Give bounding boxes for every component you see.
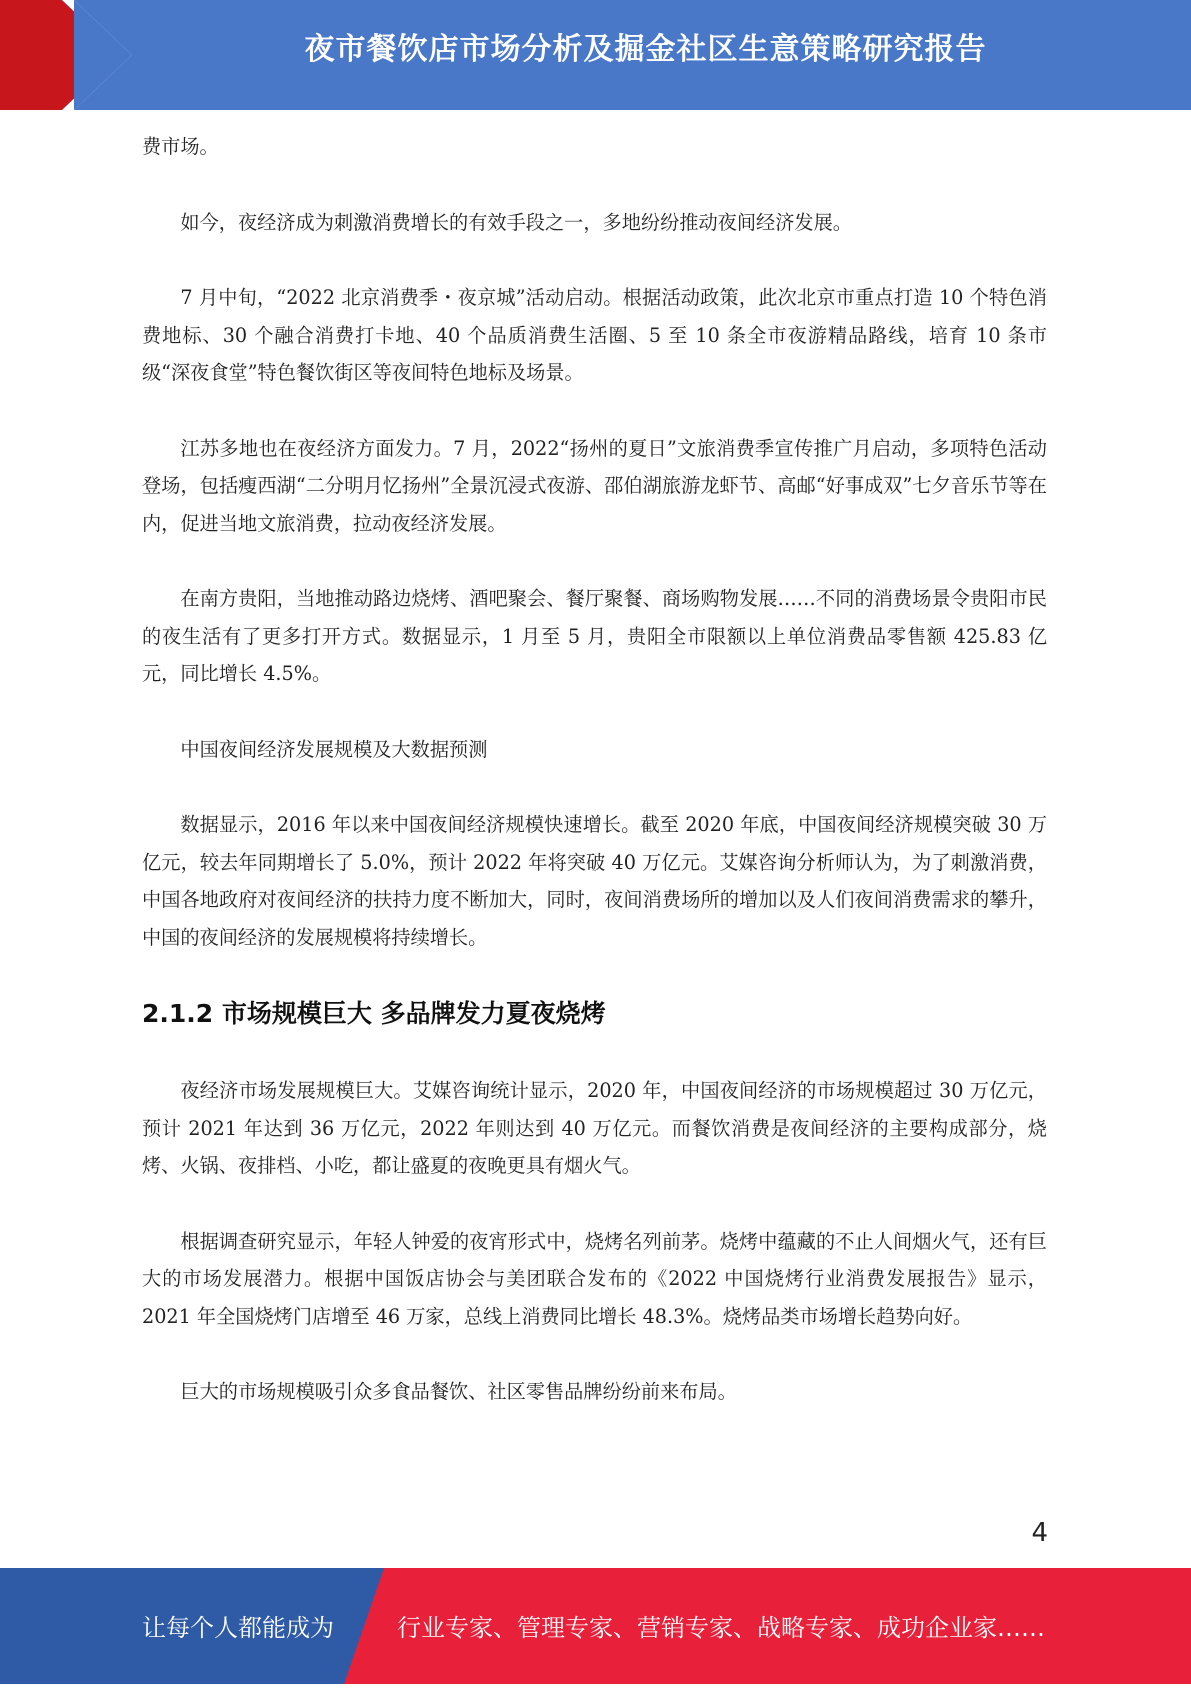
paragraph: 数据显示，2016 年以来中国夜间经济规模快速增长。截至 2020 年底，中国夜间经济规模突破 30 万亿元，较去年同期增长了 5.0%，预计 2022 年将突破 40 万亿元。艾媒咨询分析师认为，为了刺激消费，中国各地政府对夜间经济的扶持力度不断加大，同时，夜间消费场所的增加以及人们夜间消费需求的攀升，中国的夜间经济的发展规模将持续增长。 xyxy=(142,813,1047,949)
paragraph: 巨大的市场规模吸引众多食品餐饮、社区零售品牌纷纷前来布局。 xyxy=(180,1380,737,1403)
section-heading: 2.1.2 市场规模巨大 多品牌发力夏夜烧烤 xyxy=(142,999,606,1028)
paragraph-subtitle: 中国夜间经济发展规模及大数据预测 xyxy=(180,737,488,761)
header-chevron-decoration xyxy=(0,0,160,110)
header-band xyxy=(0,0,1191,110)
paragraph: 在南方贵阳，当地推动路边烧烤、酒吧聚会、餐厅聚餐、商场购物发展……不同的消费场景令贵阳市民的夜生活有了更多打开方式。数据显示，1 月至 5 月，贵阳全市限额以上单位消费品零售额 425.83 亿元，同比增长 4.5%。 xyxy=(142,587,1047,685)
paragraph: 如今，夜经济成为刺激消费增长的有效手段之一，多地纷纷推动夜间经济发展。 xyxy=(180,210,852,234)
page-number: 4 xyxy=(1031,1518,1048,1548)
document-body xyxy=(142,128,1047,1449)
footer-slogan-left: 让每个人都能成为 xyxy=(142,1614,334,1642)
paragraph-continuation: 费市场。 xyxy=(142,135,219,158)
paragraph: 7 月中旬，“2022 北京消费季・夜京城”活动启动。根据活动政策，此次北京市重点打造 10 个特色消费地标、30 个融合消费打卡地、40 个品质消费生活圈、5 至 10 条全市夜游精品路线，培育 10 条市级“深夜食堂”特色餐饮街区等夜间特色地标及场景。 xyxy=(142,286,1047,384)
paragraph: 江苏多地也在夜经济方面发力。7 月，2022“扬州的夏日”文旅消费季宣传推广月启动，多项特色活动登场，包括瘦西湖“二分明月忆扬州”全景沉浸式夜游、邵伯湖旅游龙虾节、高邮“好事成双”七夕音乐节等在内，促进当地文旅消费，拉动夜经济发展。 xyxy=(142,436,1047,535)
paragraph: 根据调查研究显示，年轻人钟爱的夜宵形式中，烧烤名列前茅。烧烤中蕴藏的不止人间烟火气，还有巨大的市场发展潜力。根据中国饭店协会与美团联合发布的《2022 中国烧烤行业消费发展报告》显示，2021 年全国烧烤门店增至 46 万家，总线上消费同比增长 48.3%。烧烤品类市场增长趋势向好。 xyxy=(142,1229,1047,1328)
paragraph: 夜经济市场发展规模巨大。艾媒咨询统计显示，2020 年，中国夜间经济的市场规模超过 30 万亿元，预计 2021 年达到 36 万亿元，2022 年则达到 40 万亿元。而餐饮消费是夜间经济的主要构成部分，烧烤、火锅、夜排档、小吃，都让盛夏的夜晚更具有烟火气。 xyxy=(142,1079,1047,1177)
footer-band xyxy=(0,1568,1191,1684)
footer-slogan-right: 行业专家、管理专家、营销专家、战略专家、成功企业家…… xyxy=(397,1614,1045,1642)
report-title: 夜市餐饮店市场分析及掘金社区生意策略研究报告 xyxy=(304,32,987,67)
